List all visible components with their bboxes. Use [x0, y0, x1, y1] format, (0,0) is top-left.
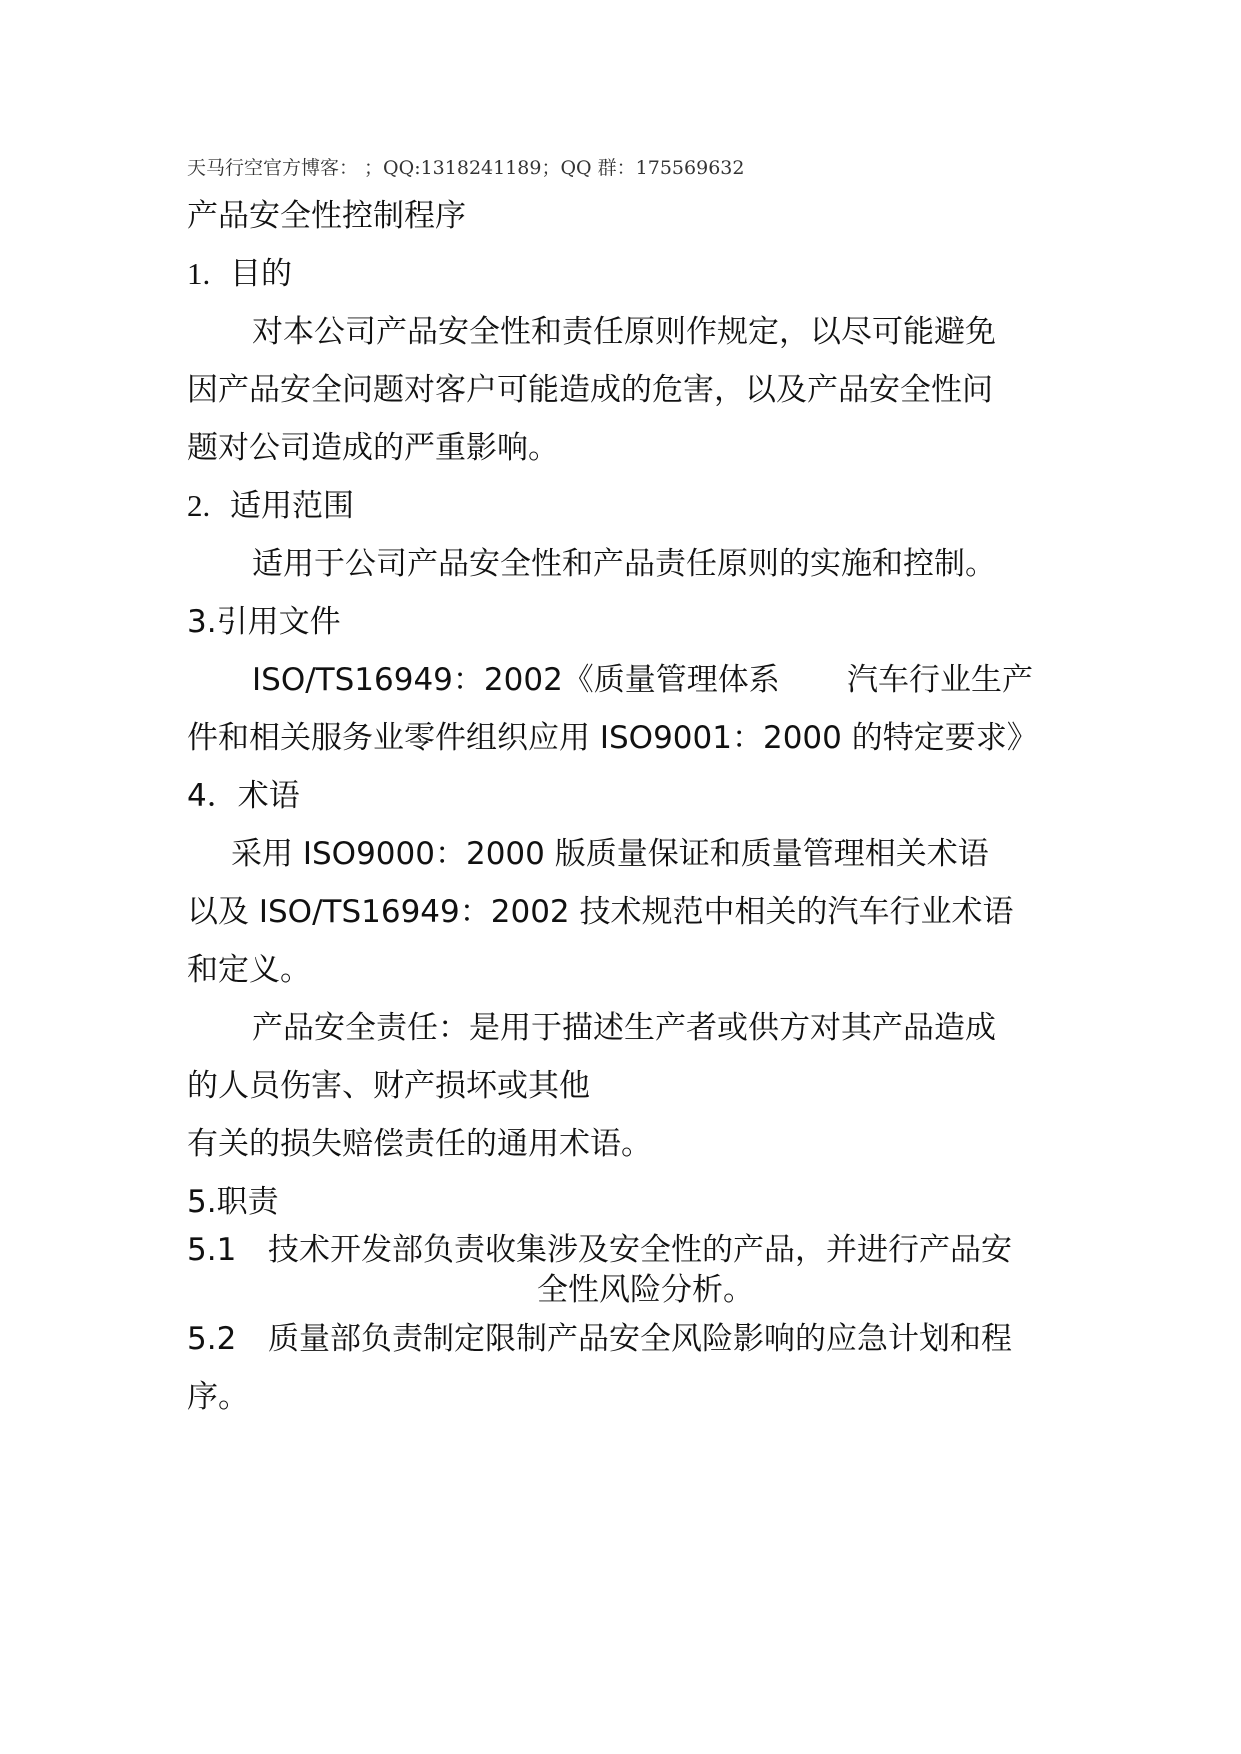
section-4-line-3: 和定义。 [187, 952, 311, 988]
page-header: 天马行空官方博客： ；QQ:1318241189；QQ 群：175569632 [187, 157, 745, 179]
section-5-1-text: 技术开发部负责收集涉及安全性的产品，并进行产品安 [268, 1232, 1012, 1268]
section-5-2-number: 5.2 [187, 1321, 237, 1357]
section-3-heading: 3.引用文件 [187, 604, 341, 640]
section-3-line-1-part-b: 汽车行业生产 [847, 662, 1033, 698]
section-4-heading: 4．术语 [187, 778, 300, 814]
section-5-heading: 5.职责 [187, 1184, 279, 1220]
section-1-line-3: 题对公司造成的严重影响。 [187, 430, 559, 466]
section-4-line-4: 产品安全责任：是用于描述生产者或供方对其产品造成 [252, 1010, 996, 1046]
section-5-2-continuation: 序。 [187, 1379, 249, 1415]
section-4-line-6: 有关的损失赔偿责任的通用术语。 [187, 1126, 652, 1162]
section-2-line-1: 适用于公司产品安全性和产品责任原则的实施和控制。 [252, 546, 996, 582]
section-1-title: 目的 [230, 256, 292, 292]
section-2-number: 2. [187, 488, 211, 523]
section-4-line-2: 以及 ISO/TS16949：2002 技术规范中相关的汽车行业术语 [187, 894, 1014, 930]
section-1-number: 1. [187, 256, 211, 291]
section-1-line-2: 因产品安全问题对客户可能造成的危害，以及产品安全性问 [187, 372, 993, 408]
section-1-line-1: 对本公司产品安全性和责任原则作规定，以尽可能避免 [252, 314, 996, 350]
section-3-line-2: 件和相关服务业零件组织应用 ISO9001：2000 的特定要求》 [187, 720, 1038, 756]
section-2-title: 适用范围 [230, 488, 354, 524]
section-4-line-5: 的人员伤害、财产损坏或其他 [187, 1068, 590, 1104]
document-title: 产品安全性控制程序 [187, 198, 466, 234]
section-4-line-1: 采用 ISO9000：2000 版质量保证和质量管理相关术语 [231, 836, 989, 872]
section-5-2-text: 质量部负责制定限制产品安全风险影响的应急计划和程 [268, 1321, 1012, 1357]
section-5-1-continuation: 全性风险分析。 [537, 1272, 754, 1308]
section-3-line-1-part-a: ISO/TS16949：2002《质量管理体系 [252, 662, 780, 698]
section-5-1-number: 5.1 [187, 1232, 237, 1268]
